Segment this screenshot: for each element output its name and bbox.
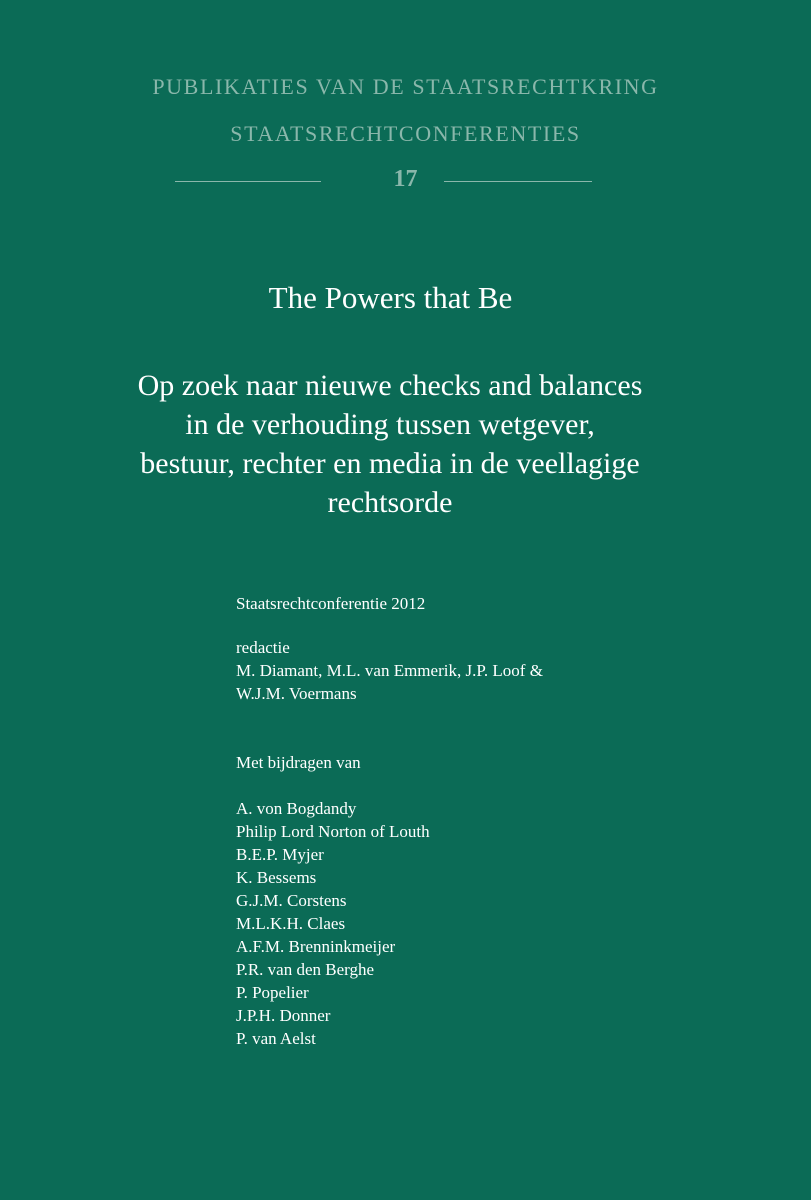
editors-label: redactie <box>236 638 290 657</box>
contributor-name: A. von Bogdandy <box>236 799 357 818</box>
contributor-name: P. Popelier <box>236 983 309 1002</box>
contributor-name: K. Bessems <box>236 868 317 887</box>
contributor-name: P.R. van den Berghe <box>236 960 375 979</box>
contributor-name: A.F.M. Brenninkmeijer <box>236 937 396 956</box>
conference-label: Staatsrechtconferentie 2012 <box>236 594 426 613</box>
series-subname: STAATSRECHTCONFERENTIES <box>230 121 581 146</box>
editors-block <box>236 636 696 705</box>
contributor-name: Philip Lord Norton of Louth <box>236 822 430 841</box>
subtitle-line: bestuur, rechter en media in de veellagige <box>140 447 640 480</box>
contributors-list <box>236 797 696 1050</box>
volume-number: 17 <box>393 166 418 192</box>
editors-line: M. Diamant, M.L. van Emmerik, J.P. Loof & <box>236 661 543 680</box>
editors-line: W.J.M. Voermans <box>236 684 357 703</box>
book-title: The Powers that Be <box>268 280 513 315</box>
subtitle-line: rechtsorde <box>327 486 453 519</box>
volume-row <box>0 166 811 196</box>
contributors-heading: Met bijdragen van <box>236 753 361 772</box>
contributor-name: M.L.K.H. Claes <box>236 914 346 933</box>
subtitle-line: in de verhouding tussen wetgever, <box>185 408 595 441</box>
series-name: PUBLIKATIES VAN DE STAATSRECHTKRING <box>152 74 659 99</box>
contributor-name: P. van Aelst <box>236 1029 316 1048</box>
subtitle-line: Op zoek naar nieuwe checks and balances <box>137 369 643 402</box>
book-subtitle <box>40 366 740 522</box>
contributor-name: B.E.P. Myjer <box>236 845 324 864</box>
contributor-name: G.J.M. Corstens <box>236 891 347 910</box>
right-divider <box>444 181 592 182</box>
contributor-name: J.P.H. Donner <box>236 1006 331 1025</box>
